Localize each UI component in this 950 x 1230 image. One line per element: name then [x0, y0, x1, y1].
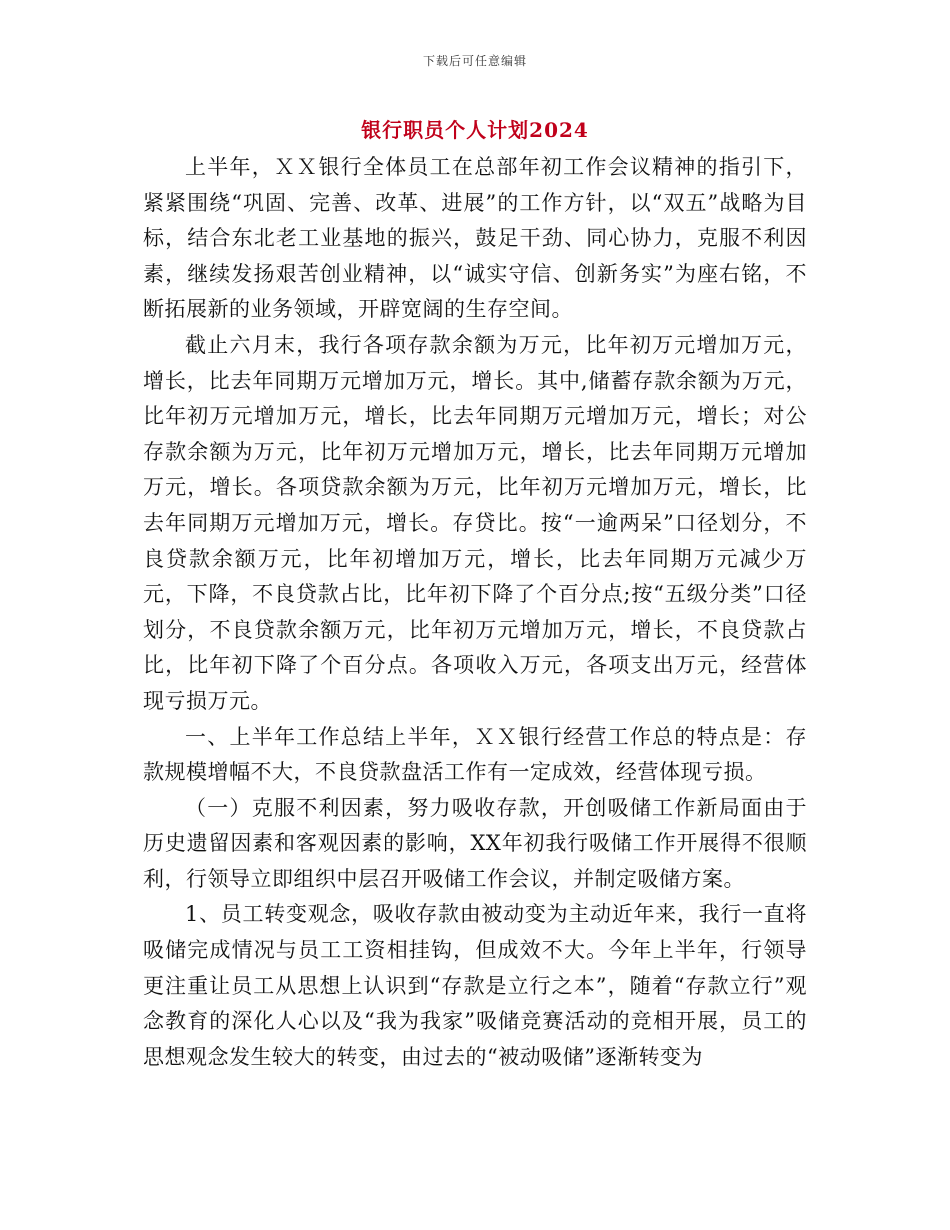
- document-body: [143, 150, 807, 1075]
- paragraph-item-one: 1、员工转变观念，吸收存款由被动变为主动近年来，我行一直将吸储完成情况与员工工资相挂钩，但成效不大。今年上半年，行领导更注重让员工从思想上认识到“存款是立行之本”，随着“存款立行”观念教育的深化人心以及“我为我家”吸储竞赛活动的竞相开展，员工的思想观念发生较大的转变，由过去的“被动吸储”逐渐转变为: [143, 902, 807, 1069]
- paragraph-figures: 截止六月末，我行各项存款余额为万元，比年初万元增加万元，增长，比去年同期万元增加万元，增长。其中,储蓄存款余额为万元，比年初万元增加万元，增长，比去年同期万元增加万元，增长；对公存款余额为万元，比年初万元增加万元，增长，比去年同期万元增加万元，增长。各项贷款余额为万元，比年初万元增加万元，增长，比去年同期万元增加万元，增长。存贷比。按“一逾两呆”口径划分，不良贷款余额万元，比年初增加万元，增长，比去年同期万元减少万元，下降，不良贷款占比，比年初下降了个百分点;按“五级分类”口径划分，不良贷款余额万元，比年初万元增加万元，增长，不良贷款占比，比年初下降了个百分点。各项收入万元，各项支出万元，经营体现亏损万元。: [143, 332, 807, 713]
- paragraph-section-one: 一、上半年工作总结上半年，ＸＸ银行经营工作总的特点是：存款规模增幅不大，不良贷款盘活工作有一定成效，经营体现亏损。: [143, 724, 807, 785]
- document-title: 银行职员个人计划2024: [361, 118, 589, 142]
- paragraph-intro: 上半年，ＸＸ银行全体员工在总部年初工作会议精神的指引下，紧紧围绕“巩固、完善、改革、进展”的工作方针，以“双五”战略为目标，结合东北老工业基地的振兴，鼓足干劲、同心协力，克服不利因素，继续发扬艰苦创业精神，以“诚实守信、创新务实”为座右铭，不断拓展新的业务领域，开辟宽阔的生存空间。: [143, 155, 807, 322]
- page-header: 下载后可任意编辑: [422, 54, 527, 68]
- paragraph-subsection-one: （一）克服不利因素，努力吸收存款，开创吸储工作新局面由于历史遗留因素和客观因素的影响，XX年初我行吸储工作开展得不很顺利，行领导立即组织中层召开吸储工作会议，并制定吸储方案。: [143, 795, 807, 891]
